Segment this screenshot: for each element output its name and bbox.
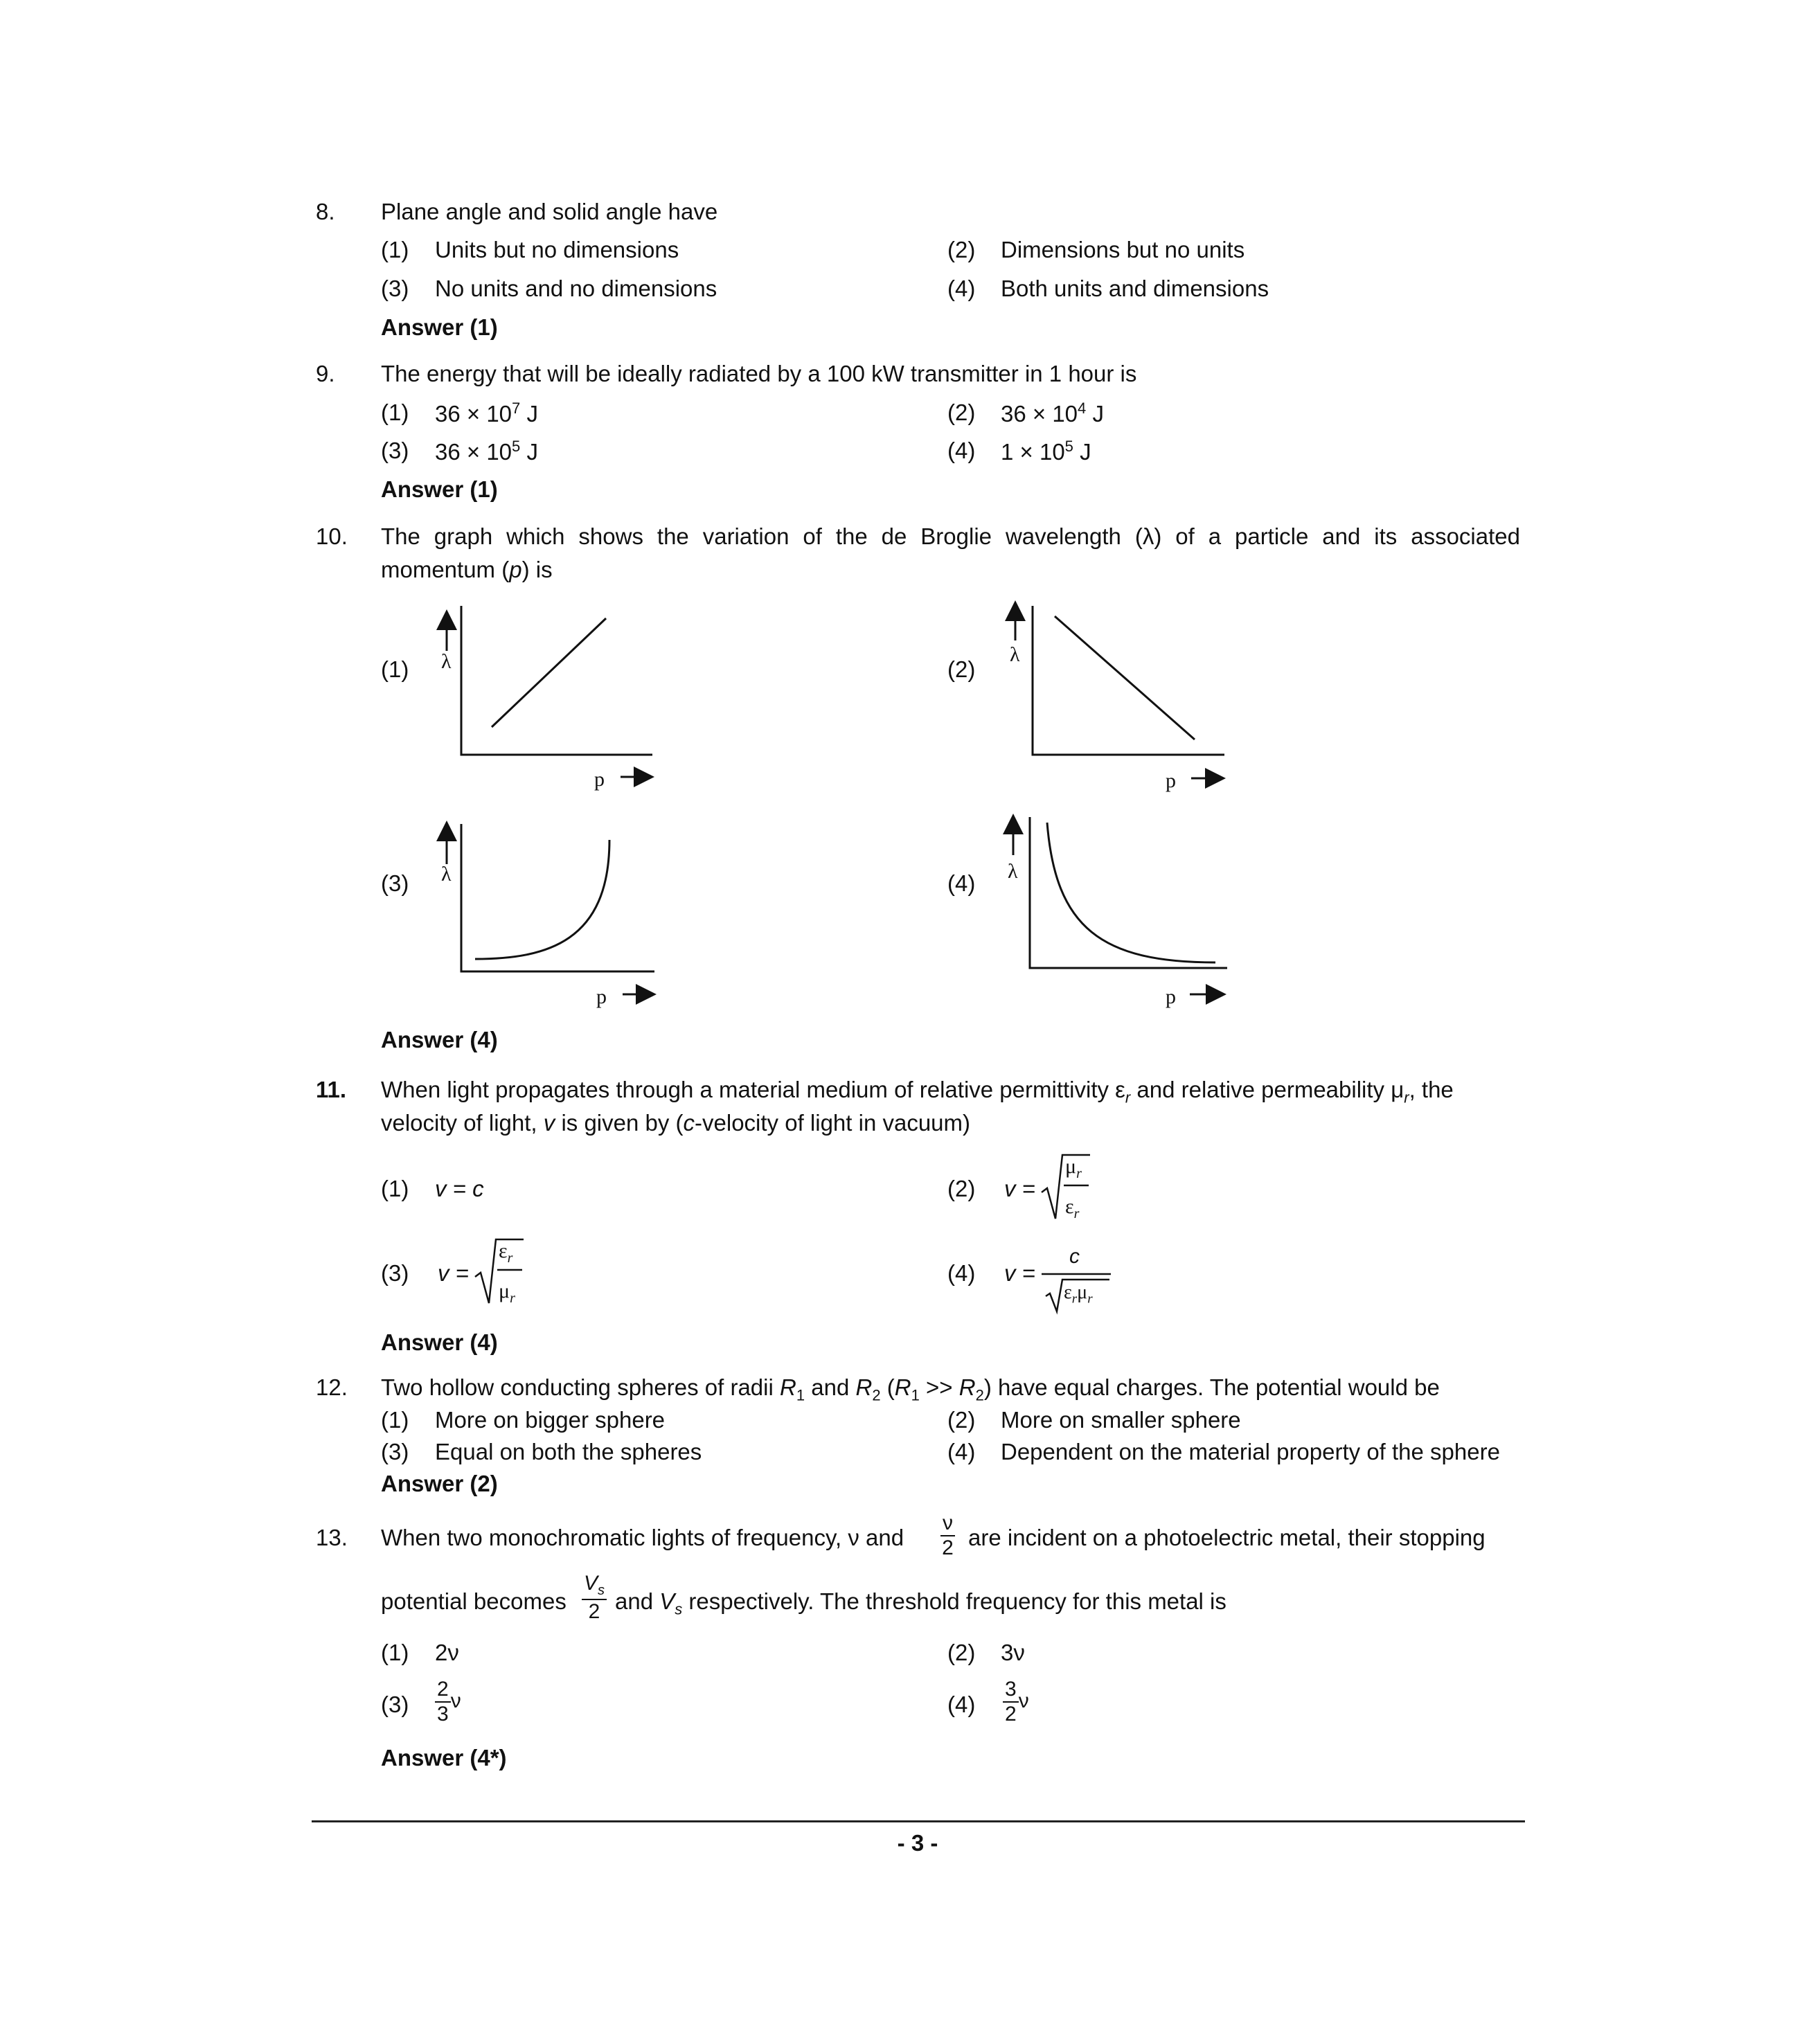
q9-opt2-value: $36 \times 10^4$ J [1001, 400, 1104, 427]
q13-opt2-label: (2) [947, 1640, 976, 1665]
q8-opt4-label: (4) [947, 276, 976, 301]
graph-3-x-label: p [596, 985, 607, 1008]
q12-opt3-label: (3) [381, 1439, 409, 1464]
q11-opt2-den: $\varepsilon_r$ [1065, 1195, 1080, 1221]
graph-2 [1015, 606, 1224, 778]
graph-1-curve [492, 618, 606, 727]
q8-opt2-label: (2) [947, 237, 976, 262]
q8-answer: Answer (1) [381, 314, 498, 340]
page-number: - 3 - [897, 1830, 938, 1856]
q9-opt4-label: (4) [947, 438, 976, 463]
q12-opt1-label: (1) [381, 1407, 409, 1433]
q11-opt1-label: (1) [381, 1176, 409, 1201]
q11-opt3-lhs: v = [438, 1260, 469, 1286]
q9-opt3-value: $36 \times 10^5$ J [435, 438, 538, 465]
q12-text: Two hollow conducting spheres of radii $R_1$ and $R_2$ $(R_1 >> R_2)$ have equal charges. The potential would be [381, 1374, 1440, 1404]
q13-text-line2-a: potential becomes [381, 1588, 567, 1614]
q13-opt2-text: 3ν [1001, 1640, 1025, 1665]
q13-text-line1-a: When two monochromatic lights of frequency, ν and [381, 1525, 904, 1550]
q8-text: Plane angle and solid angle have [381, 199, 718, 224]
q10-number: 10. [316, 523, 348, 549]
q13-answer: Answer (4*) [381, 1745, 507, 1770]
graph-1-y-label: λ [441, 650, 452, 673]
graph-3-curve [475, 840, 609, 959]
q9-opt1-label: (1) [381, 400, 409, 425]
q12-opt3-text: Equal on both the spheres [435, 1439, 702, 1464]
q8-opt1-text: Units but no dimensions [435, 237, 679, 262]
q11-answer: Answer (4) [381, 1329, 498, 1355]
q11-text-line2: velocity of light, v is given by (c-velocity of light in vacuum) [381, 1110, 971, 1136]
q13-text-line2-b: and $V_s$ respectively. The threshold frequency for this metal is [615, 1588, 1226, 1618]
graph-2-y-label: λ [1010, 643, 1020, 666]
q11-opt2-num: $\mu_r$ [1065, 1155, 1082, 1181]
q13-opt4-label: (4) [947, 1692, 976, 1717]
q13-number: 13. [316, 1525, 348, 1550]
graph-3-y-label: λ [441, 863, 452, 886]
q12-opt4-text: Dependent on the material property of the sphere [1001, 1439, 1500, 1464]
q11-opt2-lhs: v = [1004, 1176, 1035, 1201]
q11-opt3-den: $\mu_r$ [499, 1280, 515, 1306]
q12-number: 12. [316, 1374, 348, 1400]
q9-opt3-label: (3) [381, 438, 409, 463]
graph-3-axes [461, 824, 654, 971]
q13-line2-fraction: $\frac{V_s}{2}$ [582, 1573, 607, 1622]
q13-opt1-label: (1) [381, 1640, 409, 1665]
q13-opt1-text: 2ν [435, 1640, 459, 1665]
q8-opt3-text: No units and no dimensions [435, 276, 717, 301]
graph-1-axes [461, 606, 652, 755]
q11-number: 11. [316, 1077, 347, 1102]
q9-opt2-label: (2) [947, 400, 976, 425]
q10-opt2-label: (2) [947, 656, 976, 682]
q10-opt1-label: (1) [381, 656, 409, 682]
q11-opt2-label: (2) [947, 1176, 976, 1201]
q9-opt4-value: $1 \times 10^5$ J [1001, 438, 1091, 465]
graph-2-x-label: p [1166, 769, 1176, 792]
graph-4-x-label: p [1166, 985, 1176, 1008]
graph-4-axes [1030, 817, 1227, 968]
q11-opt3-label: (3) [381, 1260, 409, 1286]
footer-rule [312, 1820, 1525, 1822]
q11-opt4-den: $\varepsilon_r\mu_r$ [1064, 1282, 1093, 1307]
q10-opt4-label: (4) [947, 870, 976, 896]
q12-opt2-label: (2) [947, 1407, 976, 1433]
q12-opt1-text: More on bigger sphere [435, 1407, 666, 1433]
q13-line1-fraction: $\frac{\nu}{2}$ [940, 1513, 955, 1559]
graph-2-curve [1055, 616, 1195, 739]
graph-1 [447, 606, 652, 777]
q13-text-line1-b: are incident on a photoelectric metal, their stopping [968, 1525, 1486, 1550]
graph-4-curve [1047, 823, 1215, 962]
q11-opt4-label: (4) [947, 1260, 976, 1286]
q11-text-line1: When light propagates through a material medium of relative permittivity $\varepsilon_r$ and relative permeability $\mu_r$, the [381, 1077, 1454, 1106]
q8-number: 8. [316, 199, 335, 224]
q10-text-line1: The graph which shows the variation of the de Broglie wavelength (λ) of a particle and its associated [381, 523, 1520, 549]
graph-4-y-label: λ [1008, 860, 1018, 883]
graph-1-x-label: p [594, 768, 605, 791]
q10-answer: Answer (4) [381, 1027, 498, 1052]
graph-3 [447, 824, 654, 994]
q10-opt3-label: (3) [381, 870, 409, 896]
q11-opt4-num: c [1069, 1245, 1080, 1268]
q12-answer: Answer (2) [381, 1471, 498, 1496]
q8-opt4-text: Both units and dimensions [1001, 276, 1269, 301]
graph-4 [1013, 817, 1227, 994]
q11-opt3-num: $\varepsilon_r$ [499, 1239, 513, 1266]
q12-opt2-text: More on smaller sphere [1001, 1407, 1241, 1433]
q13-opt4-value: $\frac{3}{2}$ ν [1003, 1679, 1029, 1725]
q8-opt1-label: (1) [381, 237, 409, 262]
q11-opt1-formula: v = c [435, 1176, 484, 1201]
q13-opt3-label: (3) [381, 1692, 409, 1717]
q8-opt3-label: (3) [381, 276, 409, 301]
q9-answer: Answer (1) [381, 476, 498, 502]
q13-opt3-value: $\frac{2}{3}$ ν [435, 1679, 461, 1725]
q10-text-line2: momentum (p) is [381, 557, 553, 582]
q9-text: The energy that will be ideally radiated by a 100 kW transmitter in 1 hour is [381, 361, 1137, 386]
q8-opt2-text: Dimensions but no units [1001, 237, 1245, 262]
q9-opt1-value: $36 \times 10^7$ J [435, 400, 538, 427]
q11-opt4-lhs: v = [1004, 1260, 1035, 1286]
q9-number: 9. [316, 361, 335, 386]
q12-opt4-label: (4) [947, 1439, 976, 1464]
